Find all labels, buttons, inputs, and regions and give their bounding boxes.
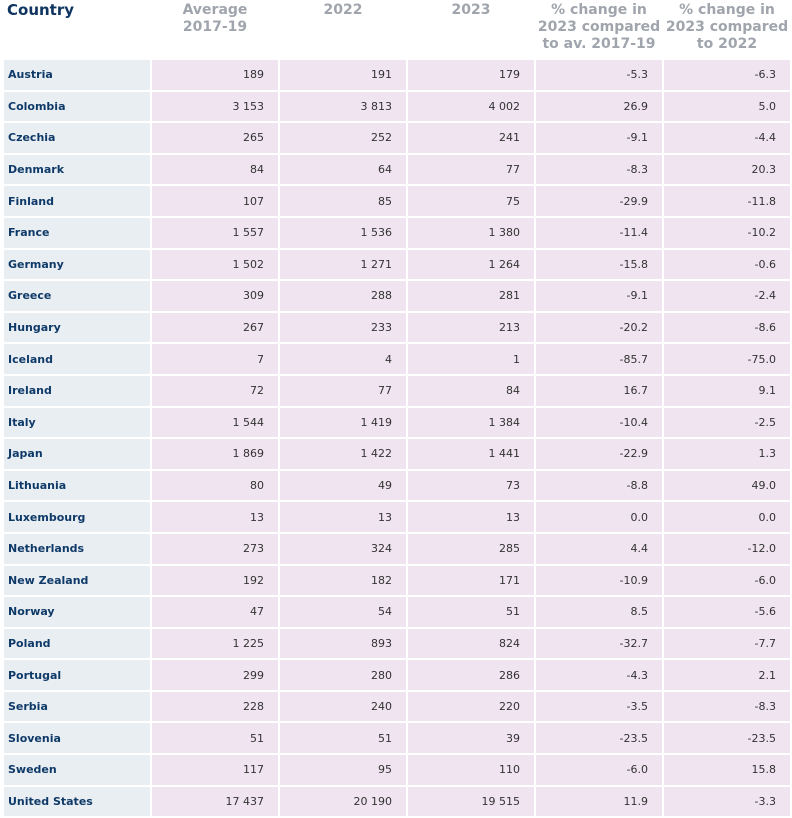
value-2022-cell: 20 190 <box>280 787 406 817</box>
table-row <box>4 597 790 627</box>
change-vs-average-cell: -15.8 <box>536 250 662 280</box>
average-2017-19-cell: 84 <box>152 155 278 185</box>
country-cell: Finland <box>4 186 150 216</box>
country-cell: Hungary <box>4 313 150 343</box>
change-vs-average-cell: -23.5 <box>536 723 662 753</box>
change-vs-average-cell: -4.3 <box>536 660 662 690</box>
table-body <box>4 60 790 816</box>
header-average-2017-19: Average 2017-19 <box>152 2 278 58</box>
average-2017-19-cell: 1 225 <box>152 629 278 659</box>
change-vs-2022-cell: 0.0 <box>664 502 790 532</box>
header-2022: 2022 <box>280 2 406 58</box>
change-vs-2022-cell: 15.8 <box>664 755 790 785</box>
country-cell: Ireland <box>4 376 150 406</box>
value-2022-cell: 280 <box>280 660 406 690</box>
value-2023-cell: 281 <box>408 281 534 311</box>
value-2022-cell: 64 <box>280 155 406 185</box>
change-vs-average-cell: -29.9 <box>536 186 662 216</box>
country-cell: Colombia <box>4 92 150 122</box>
value-2022-cell: 1 271 <box>280 250 406 280</box>
change-vs-2022-cell: 2.1 <box>664 660 790 690</box>
country-cell: Portugal <box>4 660 150 690</box>
table-row <box>4 123 790 153</box>
value-2023-cell: 1 384 <box>408 408 534 438</box>
change-vs-average-cell: -8.3 <box>536 155 662 185</box>
average-2017-19-cell: 192 <box>152 566 278 596</box>
country-cell: United States <box>4 787 150 817</box>
value-2023-cell: 4 002 <box>408 92 534 122</box>
value-2022-cell: 54 <box>280 597 406 627</box>
average-2017-19-cell: 265 <box>152 123 278 153</box>
value-2022-cell: 3 813 <box>280 92 406 122</box>
value-2022-cell: 4 <box>280 344 406 374</box>
change-vs-2022-cell: 49.0 <box>664 471 790 501</box>
table-row <box>4 250 790 280</box>
table-row <box>4 566 790 596</box>
change-vs-2022-cell: -0.6 <box>664 250 790 280</box>
country-cell: Japan <box>4 439 150 469</box>
change-vs-average-cell: -9.1 <box>536 123 662 153</box>
average-2017-19-cell: 1 502 <box>152 250 278 280</box>
change-vs-average-cell: -10.4 <box>536 408 662 438</box>
table-row <box>4 629 790 659</box>
value-2023-cell: 39 <box>408 723 534 753</box>
country-comparison-table <box>2 0 792 818</box>
average-2017-19-cell: 47 <box>152 597 278 627</box>
value-2023-cell: 51 <box>408 597 534 627</box>
value-2022-cell: 288 <box>280 281 406 311</box>
table-row <box>4 344 790 374</box>
country-cell: Lithuania <box>4 471 150 501</box>
country-cell: Czechia <box>4 123 150 153</box>
change-vs-average-cell: 26.9 <box>536 92 662 122</box>
value-2023-cell: 1 441 <box>408 439 534 469</box>
value-2023-cell: 220 <box>408 692 534 722</box>
average-2017-19-cell: 72 <box>152 376 278 406</box>
change-vs-average-cell: -9.1 <box>536 281 662 311</box>
table-row <box>4 376 790 406</box>
change-vs-2022-cell: -3.3 <box>664 787 790 817</box>
value-2023-cell: 179 <box>408 60 534 90</box>
header-change-vs-2022: % change in 2023 compared to 2022 <box>664 2 790 58</box>
change-vs-2022-cell: -12.0 <box>664 534 790 564</box>
table-row <box>4 92 790 122</box>
value-2023-cell: 73 <box>408 471 534 501</box>
country-cell: Serbia <box>4 692 150 722</box>
header-2023: 2023 <box>408 2 534 58</box>
change-vs-2022-cell: -8.3 <box>664 692 790 722</box>
value-2022-cell: 77 <box>280 376 406 406</box>
value-2022-cell: 1 422 <box>280 439 406 469</box>
country-cell: Greece <box>4 281 150 311</box>
country-cell: Slovenia <box>4 723 150 753</box>
country-cell: Italy <box>4 408 150 438</box>
average-2017-19-cell: 107 <box>152 186 278 216</box>
change-vs-average-cell: 8.5 <box>536 597 662 627</box>
table-row <box>4 60 790 90</box>
value-2023-cell: 213 <box>408 313 534 343</box>
change-vs-average-cell: -32.7 <box>536 629 662 659</box>
change-vs-2022-cell: -6.0 <box>664 566 790 596</box>
value-2022-cell: 95 <box>280 755 406 785</box>
table-row <box>4 502 790 532</box>
change-vs-average-cell: -3.5 <box>536 692 662 722</box>
value-2023-cell: 84 <box>408 376 534 406</box>
change-vs-2022-cell: 1.3 <box>664 439 790 469</box>
change-vs-average-cell: -6.0 <box>536 755 662 785</box>
value-2022-cell: 252 <box>280 123 406 153</box>
table-row <box>4 281 790 311</box>
change-vs-2022-cell: -5.6 <box>664 597 790 627</box>
value-2023-cell: 286 <box>408 660 534 690</box>
change-vs-2022-cell: -11.8 <box>664 186 790 216</box>
header-change-vs-average: % change in 2023 compared to av. 2017-19 <box>536 2 662 58</box>
value-2022-cell: 191 <box>280 60 406 90</box>
average-2017-19-cell: 13 <box>152 502 278 532</box>
change-vs-average-cell: -8.8 <box>536 471 662 501</box>
change-vs-2022-cell: -6.3 <box>664 60 790 90</box>
value-2023-cell: 13 <box>408 502 534 532</box>
value-2022-cell: 1 536 <box>280 218 406 248</box>
country-cell: Luxembourg <box>4 502 150 532</box>
header-row <box>4 2 790 58</box>
change-vs-2022-cell: -2.4 <box>664 281 790 311</box>
table-row <box>4 755 790 785</box>
value-2023-cell: 171 <box>408 566 534 596</box>
average-2017-19-cell: 1 544 <box>152 408 278 438</box>
value-2022-cell: 49 <box>280 471 406 501</box>
change-vs-2022-cell: -8.6 <box>664 313 790 343</box>
average-2017-19-cell: 1 557 <box>152 218 278 248</box>
change-vs-average-cell: -20.2 <box>536 313 662 343</box>
average-2017-19-cell: 267 <box>152 313 278 343</box>
value-2022-cell: 240 <box>280 692 406 722</box>
value-2022-cell: 182 <box>280 566 406 596</box>
value-2022-cell: 1 419 <box>280 408 406 438</box>
table-row <box>4 186 790 216</box>
change-vs-2022-cell: 5.0 <box>664 92 790 122</box>
average-2017-19-cell: 80 <box>152 471 278 501</box>
change-vs-average-cell: 0.0 <box>536 502 662 532</box>
value-2022-cell: 51 <box>280 723 406 753</box>
change-vs-average-cell: 11.9 <box>536 787 662 817</box>
table-header <box>4 2 790 58</box>
value-2022-cell: 233 <box>280 313 406 343</box>
table-row <box>4 787 790 817</box>
table-row <box>4 313 790 343</box>
table-row <box>4 723 790 753</box>
country-cell: Austria <box>4 60 150 90</box>
average-2017-19-cell: 17 437 <box>152 787 278 817</box>
change-vs-average-cell: -5.3 <box>536 60 662 90</box>
value-2023-cell: 75 <box>408 186 534 216</box>
table-row <box>4 660 790 690</box>
table-row <box>4 155 790 185</box>
country-cell: Netherlands <box>4 534 150 564</box>
value-2023-cell: 285 <box>408 534 534 564</box>
header-country: Country <box>4 2 150 58</box>
change-vs-average-cell: -85.7 <box>536 344 662 374</box>
value-2023-cell: 110 <box>408 755 534 785</box>
value-2022-cell: 893 <box>280 629 406 659</box>
average-2017-19-cell: 228 <box>152 692 278 722</box>
country-cell: Norway <box>4 597 150 627</box>
country-cell: Iceland <box>4 344 150 374</box>
average-2017-19-cell: 3 153 <box>152 92 278 122</box>
value-2023-cell: 1 380 <box>408 218 534 248</box>
change-vs-average-cell: -11.4 <box>536 218 662 248</box>
value-2023-cell: 77 <box>408 155 534 185</box>
change-vs-2022-cell: -2.5 <box>664 408 790 438</box>
change-vs-2022-cell: -4.4 <box>664 123 790 153</box>
table-row <box>4 408 790 438</box>
change-vs-2022-cell: 20.3 <box>664 155 790 185</box>
average-2017-19-cell: 189 <box>152 60 278 90</box>
table-row <box>4 692 790 722</box>
value-2022-cell: 13 <box>280 502 406 532</box>
change-vs-2022-cell: -7.7 <box>664 629 790 659</box>
value-2023-cell: 1 264 <box>408 250 534 280</box>
value-2023-cell: 241 <box>408 123 534 153</box>
average-2017-19-cell: 1 869 <box>152 439 278 469</box>
country-cell: New Zealand <box>4 566 150 596</box>
average-2017-19-cell: 7 <box>152 344 278 374</box>
country-cell: France <box>4 218 150 248</box>
value-2023-cell: 19 515 <box>408 787 534 817</box>
average-2017-19-cell: 299 <box>152 660 278 690</box>
average-2017-19-cell: 273 <box>152 534 278 564</box>
value-2023-cell: 1 <box>408 344 534 374</box>
table-row <box>4 471 790 501</box>
change-vs-2022-cell: 9.1 <box>664 376 790 406</box>
change-vs-average-cell: 16.7 <box>536 376 662 406</box>
value-2023-cell: 824 <box>408 629 534 659</box>
value-2022-cell: 85 <box>280 186 406 216</box>
average-2017-19-cell: 309 <box>152 281 278 311</box>
country-cell: Poland <box>4 629 150 659</box>
change-vs-2022-cell: -23.5 <box>664 723 790 753</box>
change-vs-2022-cell: -10.2 <box>664 218 790 248</box>
average-2017-19-cell: 117 <box>152 755 278 785</box>
country-cell: Sweden <box>4 755 150 785</box>
table-row <box>4 534 790 564</box>
country-cell: Denmark <box>4 155 150 185</box>
change-vs-average-cell: -22.9 <box>536 439 662 469</box>
change-vs-average-cell: 4.4 <box>536 534 662 564</box>
table-row <box>4 218 790 248</box>
change-vs-2022-cell: -75.0 <box>664 344 790 374</box>
average-2017-19-cell: 51 <box>152 723 278 753</box>
change-vs-average-cell: -10.9 <box>536 566 662 596</box>
table-row <box>4 439 790 469</box>
country-cell: Germany <box>4 250 150 280</box>
value-2022-cell: 324 <box>280 534 406 564</box>
